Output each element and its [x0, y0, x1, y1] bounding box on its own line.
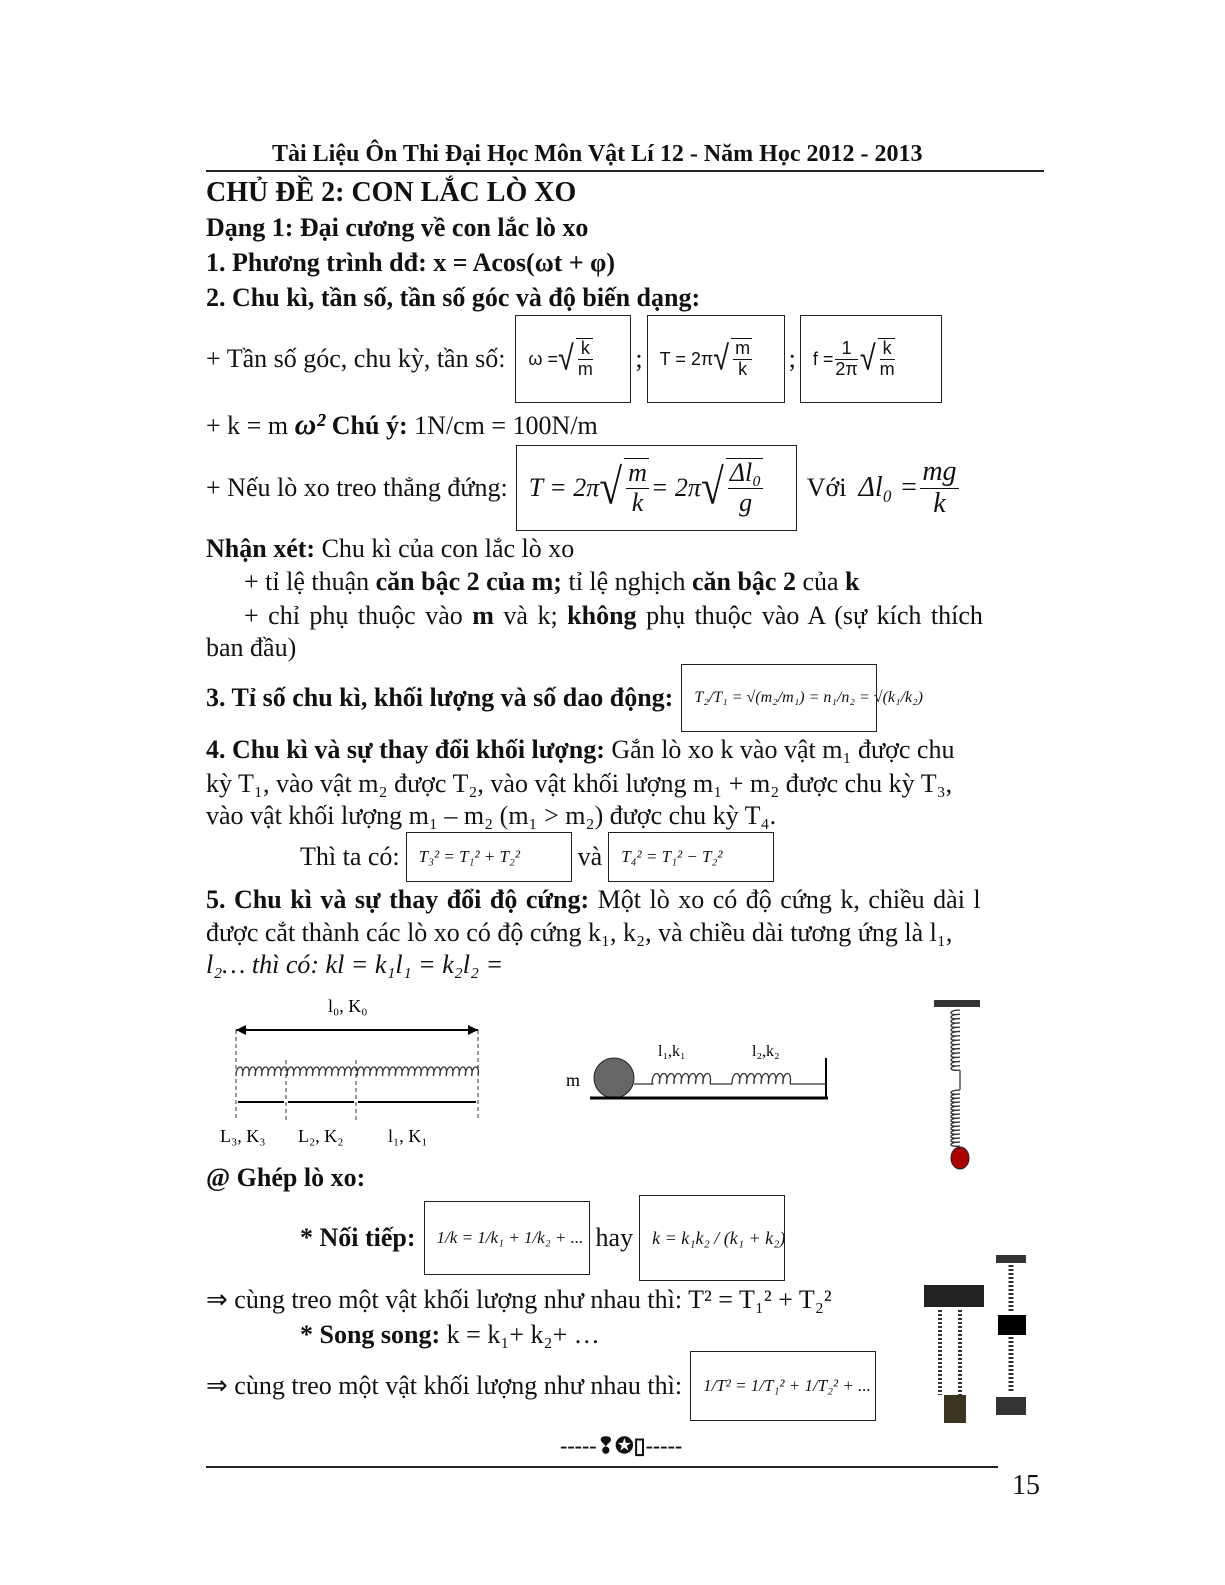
hanging-mass: [951, 1147, 969, 1169]
subsection-heading: 2. Chu kì, tần số, tần số góc và độ biến dạng:: [206, 283, 701, 312]
mass-change-label: 4. Chu kì và sự thay đổi khối lượng:: [206, 735, 605, 764]
num: m: [735, 338, 751, 359]
mass-label: m: [566, 1070, 581, 1090]
t: và k;: [493, 601, 568, 630]
stiffness-change-text: được cắt thành các lò xo có độ cứng k₁, k₂, và chiều dài tương ứng là l₁,: [206, 918, 953, 947]
equation-of-motion: 1. Phương trình dđ: x = Acos(ωt + φ): [206, 248, 616, 277]
period-formula-box: T = 2π √ $\frac{m}{k}$: [647, 315, 785, 403]
support: [924, 1285, 984, 1307]
chapter-title: CHỦ ĐỀ 2: CON LẮC LÒ XO: [206, 177, 577, 208]
num: Δl₀: [729, 458, 762, 488]
t: + chỉ phụ thuộc vào: [244, 601, 473, 630]
t: phụ thuộc vào A (sự kích thích: [636, 601, 983, 630]
parallel-period-label: ⇒ cùng treo một vật khối lượng như nhau thì:: [206, 1371, 683, 1400]
elongation-lhs: Δl₀ =: [858, 472, 919, 503]
or-label: hay: [595, 1223, 634, 1252]
num: 1: [835, 339, 857, 360]
t: của: [795, 567, 846, 596]
footer-rule: [206, 1466, 998, 1468]
stiffness-formula: + k = m: [206, 411, 289, 440]
parallel-label: * Song song:: [300, 1320, 441, 1349]
floor: [996, 1397, 1026, 1415]
spring-cut-diagram: [200, 990, 1000, 1170]
page-number: 15: [1012, 1470, 1040, 1501]
difference-formula-box: T₄² = T₁² − T₂²: [608, 832, 774, 882]
mass-change-result: [300, 832, 774, 882]
den: m: [577, 359, 593, 379]
remark-item: [244, 566, 860, 598]
spring-2-label: l₂,k₂: [752, 1043, 780, 1060]
mass-change-text: vào vật khối lượng m₁ – m₂ (m₁ > m₂) được chu kỳ T₄.: [206, 801, 777, 830]
stiffness-change-text: l₂… thì có: kl = k₁l₁ = k₂l₂ =: [206, 950, 504, 979]
stiffness-change-line: [206, 884, 981, 916]
t: Gắn lò xo k vào vật m₁ được chu: [611, 735, 955, 764]
combination-title: @ Ghép lò xo:: [206, 1163, 366, 1192]
section-heading: Dạng 1: Đại cương về con lắc lò xo: [206, 213, 589, 242]
segment-3-label: L₃, K₃: [220, 1126, 266, 1146]
remark-text: Chu kì của con lắc lò xo: [321, 534, 575, 563]
t: + tỉ lệ thuận: [244, 567, 376, 596]
result-label: Thì ta có:: [300, 842, 400, 871]
omega-squared: ω²: [294, 408, 326, 441]
block: [944, 1395, 966, 1423]
t: m: [472, 601, 494, 630]
t: căn bậc 2 của m;: [375, 567, 562, 596]
note-text: 1N/cm = 100N/m: [414, 411, 598, 440]
parallel-period-box: 1/T² = 1/T₁² + 1/T₂² + ...: [690, 1351, 876, 1421]
omega-lhs: ω =: [528, 349, 558, 369]
remark-label: Nhận xét:: [206, 534, 316, 563]
whole-spring-label: l₀, K₀: [328, 996, 368, 1016]
num: mg: [922, 455, 957, 487]
series-label: * Nối tiếp:: [300, 1223, 416, 1252]
long-spring: [236, 1067, 478, 1076]
num: k: [880, 339, 895, 360]
vertical-label: + Nếu lò xo treo thẳng đứng:: [206, 473, 508, 502]
page-header: Tài Liệu Ôn Thi Đại Học Môn Vật Lí 12 - Năm Học 2012 - 2013: [272, 141, 923, 167]
parallel-line: [300, 1319, 600, 1351]
divider-ornament: -----❢✪▯-----: [560, 1433, 683, 1458]
t: k: [845, 567, 860, 596]
period-equal: = 2π: [650, 473, 701, 502]
series-formula-box: 1/k = 1/k₁ + 1/k₂ + ...: [424, 1201, 590, 1275]
separator: ;: [788, 344, 796, 373]
ceiling: [996, 1255, 1026, 1263]
parallel-formula: k = k₁+ k₂+ …: [446, 1320, 600, 1349]
segment-2-label: L₂, K₂: [298, 1126, 344, 1146]
frequency-line: [206, 314, 942, 404]
sum-formula-box: T₃² = T₁² + T₂²: [406, 832, 572, 882]
mass-ball: [594, 1058, 634, 1098]
t: không: [567, 601, 637, 630]
series-period-line: ⇒ cùng treo một vật khối lượng như nhau thì: T² = T₁² + T₂²: [206, 1285, 832, 1314]
t: Một lò xo có độ cứng k, chiều dài l: [597, 885, 981, 914]
num: m: [628, 458, 647, 488]
separator: ;: [635, 344, 643, 373]
remark-continuation: ban đầu): [206, 633, 297, 662]
mass-change-text: kỳ T₁, vào vật m₂ được T₂, vào vật khối lượng m₁ + m₂ được chu kỳ T₃,: [206, 769, 953, 798]
ratio-formula-box: T₂/T₁ = √(m₂/m₁) = n₁/n₂ = √(k₁/k₂): [681, 664, 877, 732]
spring-combination-diagram: [920, 1255, 1030, 1425]
period-lhs: T = 2π: [659, 349, 714, 369]
note-label: Chú ý:: [331, 411, 408, 440]
den: g: [739, 488, 753, 517]
series-stiffness-box: k = k₁k₂ / (k₁ + k₂): [639, 1195, 785, 1281]
vertical-spring-line: [206, 444, 961, 532]
remark-item: [244, 600, 983, 632]
omega-formula-box: ω = √ $\frac{k}{m}$: [515, 315, 631, 403]
parallel-period-line: [206, 1350, 876, 1422]
series-springs: [634, 1074, 826, 1085]
vertical-springs: [951, 1010, 960, 1146]
mass-change-line: [206, 734, 954, 766]
ceiling: [934, 1000, 980, 1007]
num: k: [578, 339, 593, 360]
den: k: [631, 488, 644, 517]
frequency-formula-box: f = $\frac{1}{2\pi}$ √ $\frac{k}{m}$: [800, 315, 942, 403]
with-label: Với: [806, 473, 847, 502]
den: m: [879, 359, 895, 379]
frequency-label: + Tần số góc, chu kỳ, tần số:: [206, 344, 506, 373]
ratio-label: 3. Tỉ số chu kì, khối lượng và số dao động:: [206, 683, 674, 712]
block: [998, 1315, 1026, 1335]
segment-1-label: l₁, K₁: [388, 1126, 428, 1146]
series-line: [300, 1194, 785, 1282]
frequency-lhs: f =: [812, 349, 834, 369]
vertical-period-box: T = 2π √ $\frac{m}{k}$ = 2π √ $\frac{\text{Δl₀}}{g}$: [516, 445, 797, 531]
stiffness-line: [206, 409, 598, 442]
den: k: [738, 359, 748, 379]
header-rule: [206, 170, 1044, 172]
remark-line: [206, 533, 574, 565]
ratio-line: [206, 664, 923, 732]
den: 2π: [835, 358, 858, 379]
t: căn bậc 2: [691, 567, 796, 596]
spring-1-label: l₁,k₁: [658, 1043, 686, 1060]
period-lhs: T = 2π: [528, 473, 600, 502]
and-label: và: [577, 842, 603, 871]
stiffness-change-label: 5. Chu kì và sự thay đổi độ cứng:: [206, 885, 590, 914]
den: k: [933, 487, 946, 519]
t: tỉ lệ nghịch: [561, 567, 692, 596]
